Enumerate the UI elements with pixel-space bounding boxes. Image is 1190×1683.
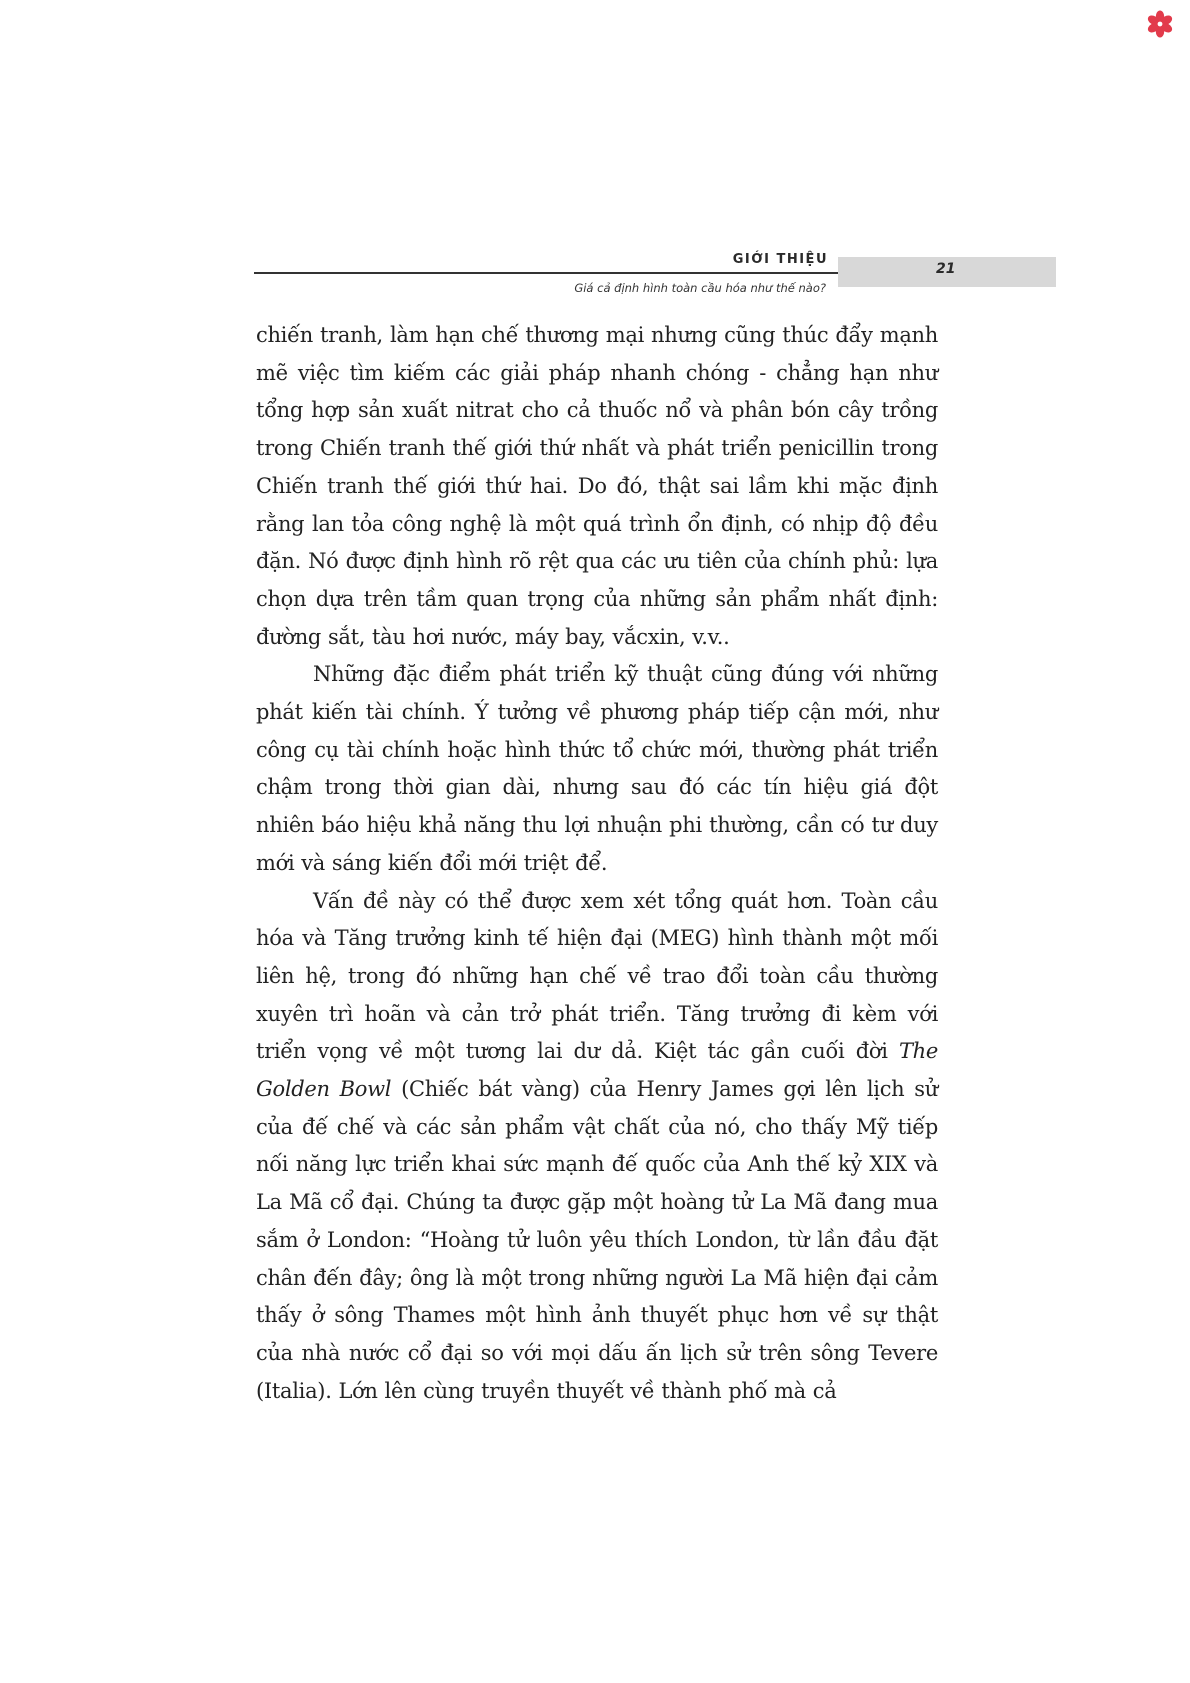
section-label: GIỚI THIỆU [732,252,828,267]
book-title: The Golden Bowl [256,1039,938,1102]
header-subtitle: Giá cả định hình toàn cầu hóa như thế nào? [574,281,826,295]
flower-logo-icon [1146,10,1174,38]
paragraph [256,883,938,1411]
page-number: 21 [936,261,956,277]
header-divider [254,272,840,274]
paragraph-text: Vấn đề này có thể được xem xét tổng quát hơn. Toàn cầu hóa và Tăng trưởng kinh tế hiện đại (MEG) hình thành một mối liên hệ, trong đó những hạn chế về trao đổi toàn cầu thường xuyên trì hoãn và cản trở phát triển. Tăng trưởng đi kèm với triển vọng về một tương lai dư dả. Kiệt tác gần cuối đời [256,888,938,1064]
body-text [256,317,938,1410]
paragraph-text: (Chiếc bát vàng) của Henry James gợi lên lịch sử của đế chế và các sản phẩm vật chất của nó, cho thấy Mỹ tiếp nối năng lực triển khai sức mạnh đế quốc của Anh thế kỷ XIX và La Mã cổ đại. Chúng ta được gặp một hoàng tử La Mã đang mua sắm ở London: “Hoàng tử luôn yêu thích London, từ lần đầu đặt chân đến đây; ông là một trong những người La Mã hiện đại cảm thấy ở sông Thames một hình ảnh thuyết phục hơn về sự thật của nhà nước cổ đại so với mọi dấu ấn lịch sử trên sông Tevere (Italia). Lớn lên cùng truyền thuyết về thành phố mà cả [256,1077,938,1403]
paragraph: Những đặc điểm phát triển kỹ thuật cũng đúng với những phát kiến tài chính. Ý tưởng về phương pháp tiếp cận mới, như công cụ tài chính hoặc hình thức tổ chức mới, thường phát triển chậm trong thời gian dài, nhưng sau đó các tín hiệu giá đột nhiên báo hiệu khả năng thu lợi nhuận phi thường, cần có tư duy mới và sáng kiến đổi mới triệt để. [256,662,938,875]
paragraph: chiến tranh, làm hạn chế thương mại nhưng cũng thúc đẩy mạnh mẽ việc tìm kiếm các giải pháp nhanh chóng - chẳng hạn như tổng hợp sản xuất nitrat cho cả thuốc nổ và phân bón cây trồng trong Chiến tranh thế giới thứ nhất và phát triển penicillin trong Chiến tranh thế giới thứ hai. Do đó, thật sai lầm khi mặc định rằng lan tỏa công nghệ là một quá trình ổn định, có nhịp độ đều đặn. Nó được định hình rõ rệt qua các ưu tiên của chính phủ: lựa chọn dựa trên tầm quan trọng của những sản phẩm nhất định: đường sắt, tàu hơi nước, máy bay, vắcxin, v.v.. [256,323,938,649]
